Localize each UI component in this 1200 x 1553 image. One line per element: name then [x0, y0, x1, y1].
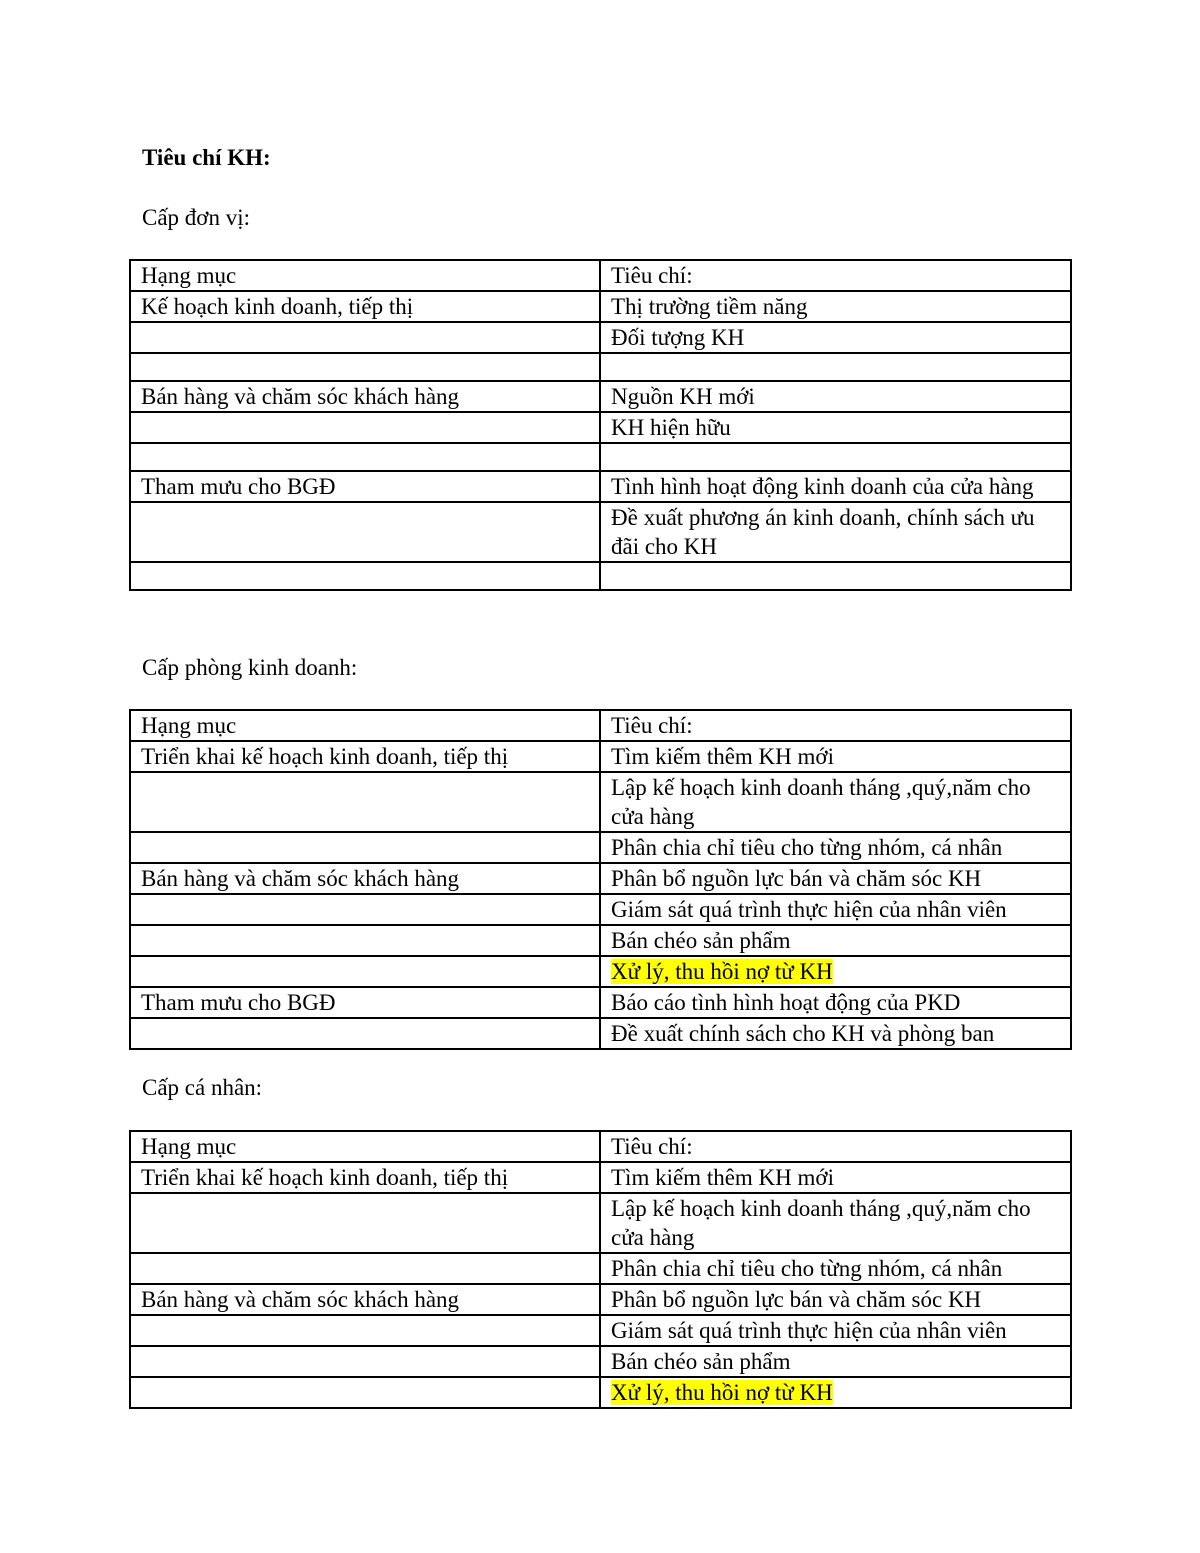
section-heading-don-vi: Cấp đơn vị:	[142, 205, 250, 230]
criteria-cell: Bán chéo sản phẩm	[600, 925, 1071, 956]
criteria-cell: Đề xuất phương án kinh doanh, chính sách ưu đãi cho KH	[600, 502, 1071, 562]
category-cell	[130, 502, 600, 562]
section-heading-ca-nhan: Cấp cá nhân:	[142, 1075, 263, 1100]
table-row	[130, 1346, 1071, 1377]
criteria-table-ca-nhan	[129, 1130, 1072, 1409]
category-cell	[130, 322, 600, 353]
table-row	[130, 502, 1071, 562]
category-cell	[130, 772, 600, 832]
category-cell	[130, 412, 600, 443]
table-row	[130, 291, 1071, 322]
criteria-cell	[600, 353, 1071, 381]
category-cell	[130, 1315, 600, 1346]
table-row	[130, 1162, 1071, 1193]
table-row	[130, 987, 1071, 1018]
category-cell	[130, 925, 600, 956]
category-cell	[130, 353, 600, 381]
table-row	[130, 443, 1071, 471]
table-row	[130, 412, 1071, 443]
criteria-cell: Đề xuất chính sách cho KH và phòng ban	[600, 1018, 1071, 1049]
category-cell	[130, 1193, 600, 1253]
header-cell-hang-muc: Hạng mục	[130, 1131, 600, 1162]
criteria-cell: Báo cáo tình hình hoạt động của PKD	[600, 987, 1071, 1018]
criteria-cell	[600, 443, 1071, 471]
category-cell: Tham mưu cho BGĐ	[130, 987, 600, 1018]
table-row	[130, 1018, 1071, 1049]
category-cell	[130, 1377, 600, 1408]
category-cell	[130, 832, 600, 863]
criteria-cell	[600, 1377, 1071, 1408]
category-cell	[130, 443, 600, 471]
table-row	[130, 1253, 1071, 1284]
table-row	[130, 741, 1071, 772]
criteria-cell	[600, 562, 1071, 590]
criteria-cell: Giám sát quá trình thực hiện của nhân viên	[600, 894, 1071, 925]
table-row	[130, 1284, 1071, 1315]
table-header-row	[130, 260, 1071, 291]
criteria-cell: Tìm kiếm thêm KH mới	[600, 1162, 1071, 1193]
section-heading-phong-kinh-doanh: Cấp phòng kinh doanh:	[142, 655, 358, 680]
criteria-cell: KH hiện hữu	[600, 412, 1071, 443]
table-row	[130, 322, 1071, 353]
header-cell-tieu-chi: Tiêu chí:	[600, 710, 1071, 741]
category-cell	[130, 1018, 600, 1049]
criteria-cell: Phân bổ nguồn lực bán và chăm sóc KH	[600, 1284, 1071, 1315]
criteria-cell: Lập kế hoạch kinh doanh tháng ,quý,năm cho cửa hàng	[600, 1193, 1071, 1253]
criteria-cell: Tình hình hoạt động kinh doanh của cửa hàng	[600, 471, 1071, 502]
category-cell	[130, 1253, 600, 1284]
criteria-cell: Nguồn KH mới	[600, 381, 1071, 412]
category-cell: Bán hàng và chăm sóc khách hàng	[130, 863, 600, 894]
criteria-cell: Phân chia chỉ tiêu cho từng nhóm, cá nhân	[600, 1253, 1071, 1284]
criteria-table-phong-kinh-doanh	[129, 709, 1072, 1050]
category-cell: Bán hàng và chăm sóc khách hàng	[130, 381, 600, 412]
document-title: Tiêu chí KH:	[142, 145, 271, 170]
category-cell: Triển khai kế hoạch kinh doanh, tiếp thị	[130, 1162, 600, 1193]
table-row	[130, 1193, 1071, 1253]
category-cell	[130, 956, 600, 987]
criteria-cell: Thị trường tiềm năng	[600, 291, 1071, 322]
header-cell-tieu-chi: Tiêu chí:	[600, 260, 1071, 291]
table-row	[130, 1315, 1071, 1346]
criteria-cell	[600, 956, 1071, 987]
category-cell: Bán hàng và chăm sóc khách hàng	[130, 1284, 600, 1315]
category-cell: Kế hoạch kinh doanh, tiếp thị	[130, 291, 600, 322]
criteria-cell: Giám sát quá trình thực hiện của nhân viên	[600, 1315, 1071, 1346]
table-row	[130, 832, 1071, 863]
table-row	[130, 772, 1071, 832]
criteria-table-don-vi	[129, 259, 1072, 591]
table-row	[130, 956, 1071, 987]
table-row	[130, 925, 1071, 956]
criteria-cell: Tìm kiếm thêm KH mới	[600, 741, 1071, 772]
header-cell-tieu-chi: Tiêu chí:	[600, 1131, 1071, 1162]
category-cell	[130, 562, 600, 590]
criteria-cell: Lập kế hoạch kinh doanh tháng ,quý,năm cho cửa hàng	[600, 772, 1071, 832]
table-row	[130, 562, 1071, 590]
table-row	[130, 863, 1071, 894]
table-row	[130, 381, 1071, 412]
table-header-row	[130, 710, 1071, 741]
header-cell-hang-muc: Hạng mục	[130, 710, 600, 741]
criteria-cell: Đối tượng KH	[600, 322, 1071, 353]
table-row	[130, 894, 1071, 925]
category-cell	[130, 894, 600, 925]
criteria-cell: Phân chia chỉ tiêu cho từng nhóm, cá nhân	[600, 832, 1071, 863]
table-header-row	[130, 1131, 1071, 1162]
highlighted-text: Xử lý, thu hồi nợ từ KH	[611, 1380, 833, 1405]
table-row	[130, 1377, 1071, 1408]
criteria-cell: Bán chéo sản phẩm	[600, 1346, 1071, 1377]
category-cell: Triển khai kế hoạch kinh doanh, tiếp thị	[130, 741, 600, 772]
table-row	[130, 353, 1071, 381]
category-cell: Tham mưu cho BGĐ	[130, 471, 600, 502]
header-cell-hang-muc: Hạng mục	[130, 260, 600, 291]
table-row	[130, 471, 1071, 502]
criteria-cell: Phân bổ nguồn lực bán và chăm sóc KH	[600, 863, 1071, 894]
highlighted-text: Xử lý, thu hồi nợ từ KH	[611, 959, 833, 984]
category-cell	[130, 1346, 600, 1377]
